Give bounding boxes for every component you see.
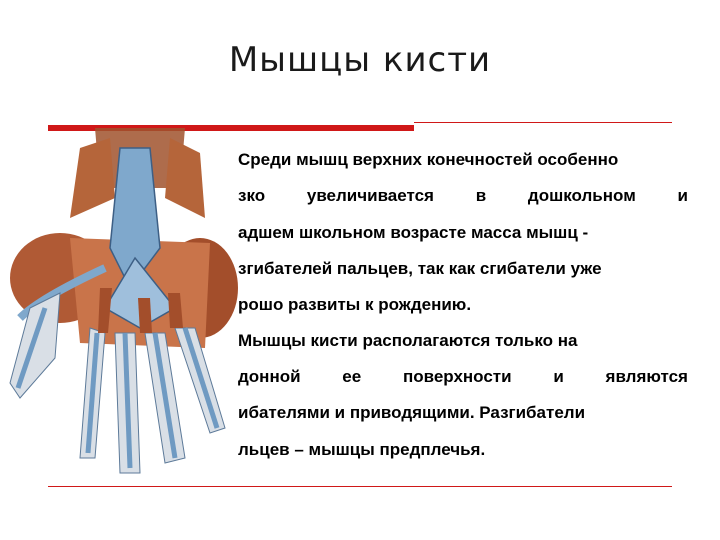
word: ее [342, 367, 362, 386]
text-line-6: Мышцы кисти располагаются только на [238, 331, 578, 350]
word: поверхности [402, 367, 512, 386]
text-line-5: рошо развиты к рождению. [238, 295, 472, 314]
text-line-8: ибателями и приводящими. Разгибатели [238, 403, 586, 422]
word: в [475, 186, 487, 205]
title-underline-thin [414, 122, 672, 123]
word: дошкольном [527, 186, 636, 205]
text-line-1: Среди мышц верхних конечностей особенно [238, 150, 619, 169]
word: увеличивается [306, 186, 434, 205]
word: и [677, 186, 688, 205]
text-line-4: згибателей пальцев, так как сгибатели уже [238, 259, 602, 278]
hand-anatomy-illustration [0, 128, 250, 478]
bottom-divider [48, 486, 672, 487]
word: зко [238, 186, 266, 205]
text-line-9: льцев – мышцы предплечья. [238, 440, 486, 459]
slide-title: Мышцы кисти [228, 40, 492, 80]
text-line-7 [238, 367, 688, 387]
word: являются [605, 367, 688, 386]
word: донной [238, 367, 301, 386]
word: и [553, 367, 564, 386]
text-line-2 [238, 186, 688, 206]
text-line-3: адшем школьном возрасте масса мышц - [238, 223, 589, 242]
